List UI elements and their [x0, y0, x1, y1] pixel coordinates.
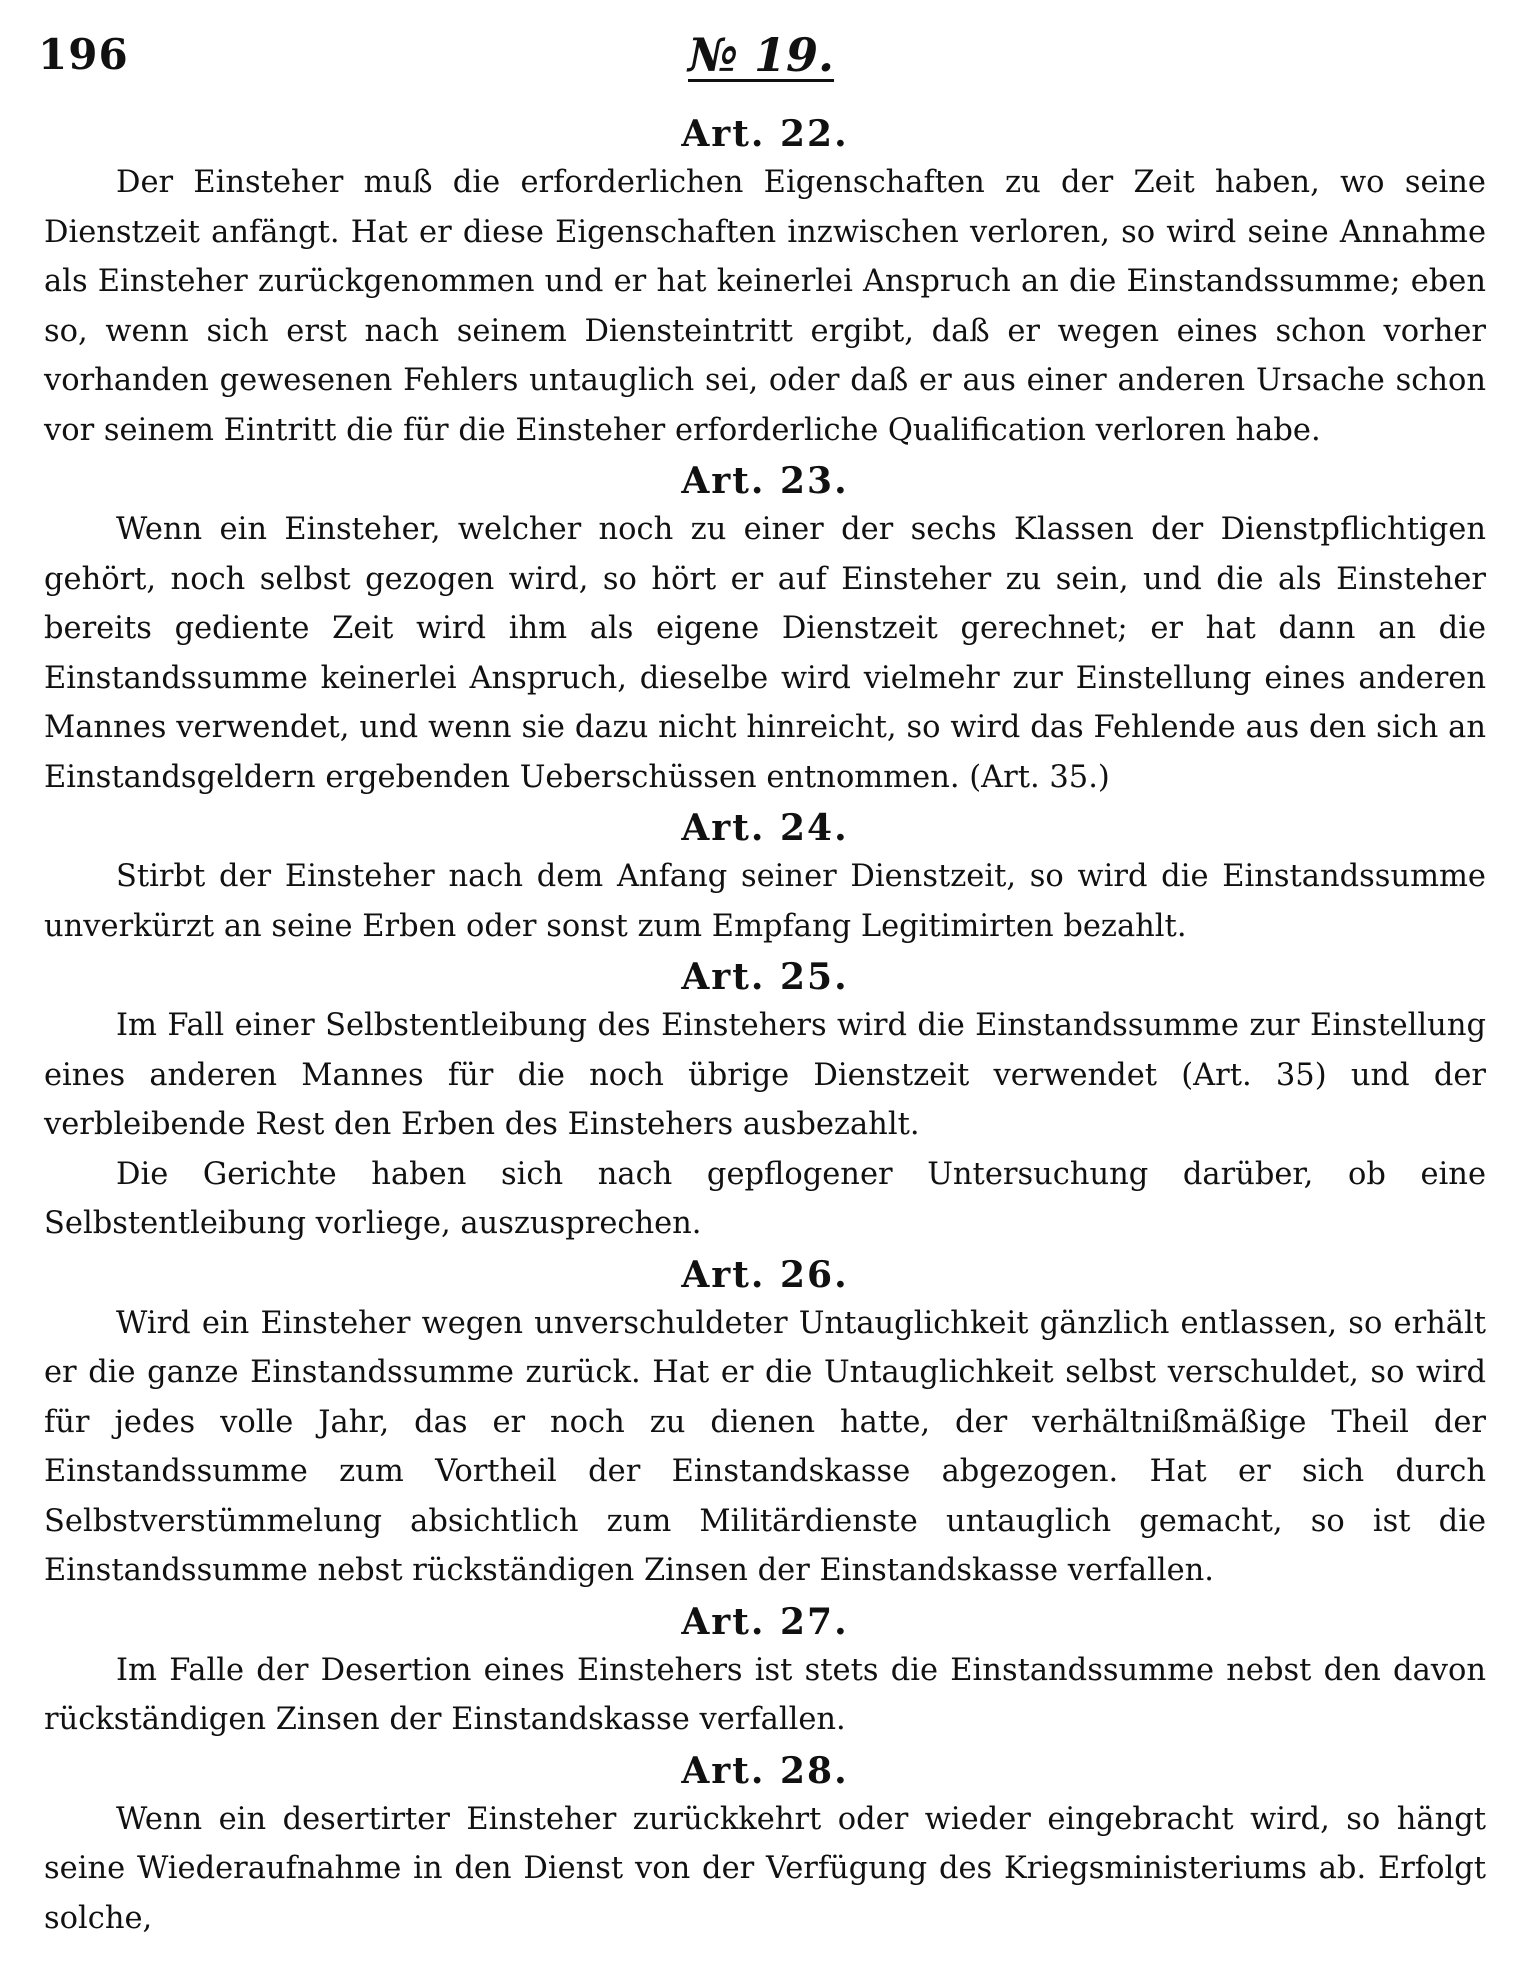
- article-paragraph: Im Falle der Desertion eines Einstehers ist stets die Einstandssumme nebst den davon rückständigen Zinsen der Einstandskasse verfallen.: [44, 1652, 1486, 1737]
- body-text: [44, 110, 1486, 1943]
- article-heading: Art. 26.: [681, 1253, 849, 1296]
- issue-number: № 19.: [688, 28, 835, 82]
- article-heading: Art. 22.: [681, 113, 849, 155]
- article-heading: Art. 24.: [681, 807, 849, 849]
- article-paragraph: Wenn ein desertirter Einsteher zurückkehrt oder wieder eingebracht wird, so hängt seine Wiederaufnahme in den Dienst von der Verfügung des Kriegsministeriums ab. Erfolgt solche,: [44, 1801, 1486, 1936]
- article-paragraph: Im Fall einer Selbstentleibung des Einstehers wird die Einstandssumme zur Einstellung eines anderen Mannes für die noch übrige Dienstzeit verwendet (Art. 35) und der verbleibende Rest den Erben des Einstehers ausbezahlt.: [44, 1008, 1486, 1142]
- page-number: 196: [38, 30, 129, 79]
- article-25: [44, 953, 1486, 1249]
- article-27: [44, 1598, 1486, 1745]
- article-23: [44, 457, 1486, 802]
- article-28: [44, 1747, 1486, 1944]
- article-paragraph: Stirbt der Einsteher nach dem Anfang seiner Dienstzeit, so wird die Einstandssumme unverkürzt an seine Erben oder sonst zum Empfang Legitimirten bezahlt.: [44, 859, 1486, 944]
- article-paragraph: Der Einsteher muß die erforderlichen Eigenschaften zu der Zeit haben, wo seine Dienstzeit anfängt. Hat er diese Eigenschaften inzwischen verloren, so wird seine Annahme als Einsteher zurückgenommen und er hat keinerlei Anspruch an die Einstandssumme; eben so, wenn sich erst nach seinem Diensteintritt ergibt, daß er wegen eines schon vorher vorhanden gewesenen Fehlers untauglich sei, oder daß er aus einer anderen Ursache schon vor seinem Eintritt die für die Einsteher erforderliche Qualification verloren habe.: [44, 165, 1486, 448]
- article-heading: Art. 23.: [681, 460, 849, 502]
- article-22: [44, 110, 1486, 455]
- article-heading: Art. 25.: [681, 956, 849, 998]
- article-paragraph: Wenn ein Einsteher, welcher noch zu einer der sechs Klassen der Dienstpflichtigen gehört, noch selbst gezogen wird, so hört er auf Einsteher zu sein, und die als Einsteher bereits gediente Zeit wird ihm als eigene Dienstzeit gerechnet; er hat dann an die Einstandssumme keinerlei Anspruch, dieselbe wird vielmehr zur Einstellung eines anderen Mannes verwendet, und wenn sie dazu nicht hinreicht, so wird das Fehlende aus den sich an Einstandsgeldern ergebenden Ueberschüssen entnommen. (Art. 35.): [44, 512, 1486, 795]
- article-paragraph: Die Gerichte haben sich nach gepflogener Untersuchung darüber, ob eine Selbstentleibung vorliege, auszusprechen.: [44, 1156, 1486, 1241]
- article-heading: Art. 27.: [681, 1600, 849, 1643]
- article-26: [44, 1251, 1486, 1596]
- article-paragraph: Wird ein Einsteher wegen unverschuldeter Untauglichkeit gänzlich entlassen, so erhält er die ganze Einstandssumme zurück. Hat er die Untauglichkeit selbst verschuldet, so wird für jedes volle Jahr, das er noch zu dienen hatte, der verhältnißmäßige Theil der Einstandssumme zum Vortheil der Einstandskasse abgezogen. Hat er sich durch Selbstverstümmelung absichtlich zum Militärdienste untauglich gemacht, so ist die Einstandssumme nebst rückständigen Zinsen der Einstandskasse verfallen.: [44, 1305, 1486, 1588]
- article-heading: Art. 28.: [681, 1749, 849, 1792]
- article-24: [44, 804, 1486, 951]
